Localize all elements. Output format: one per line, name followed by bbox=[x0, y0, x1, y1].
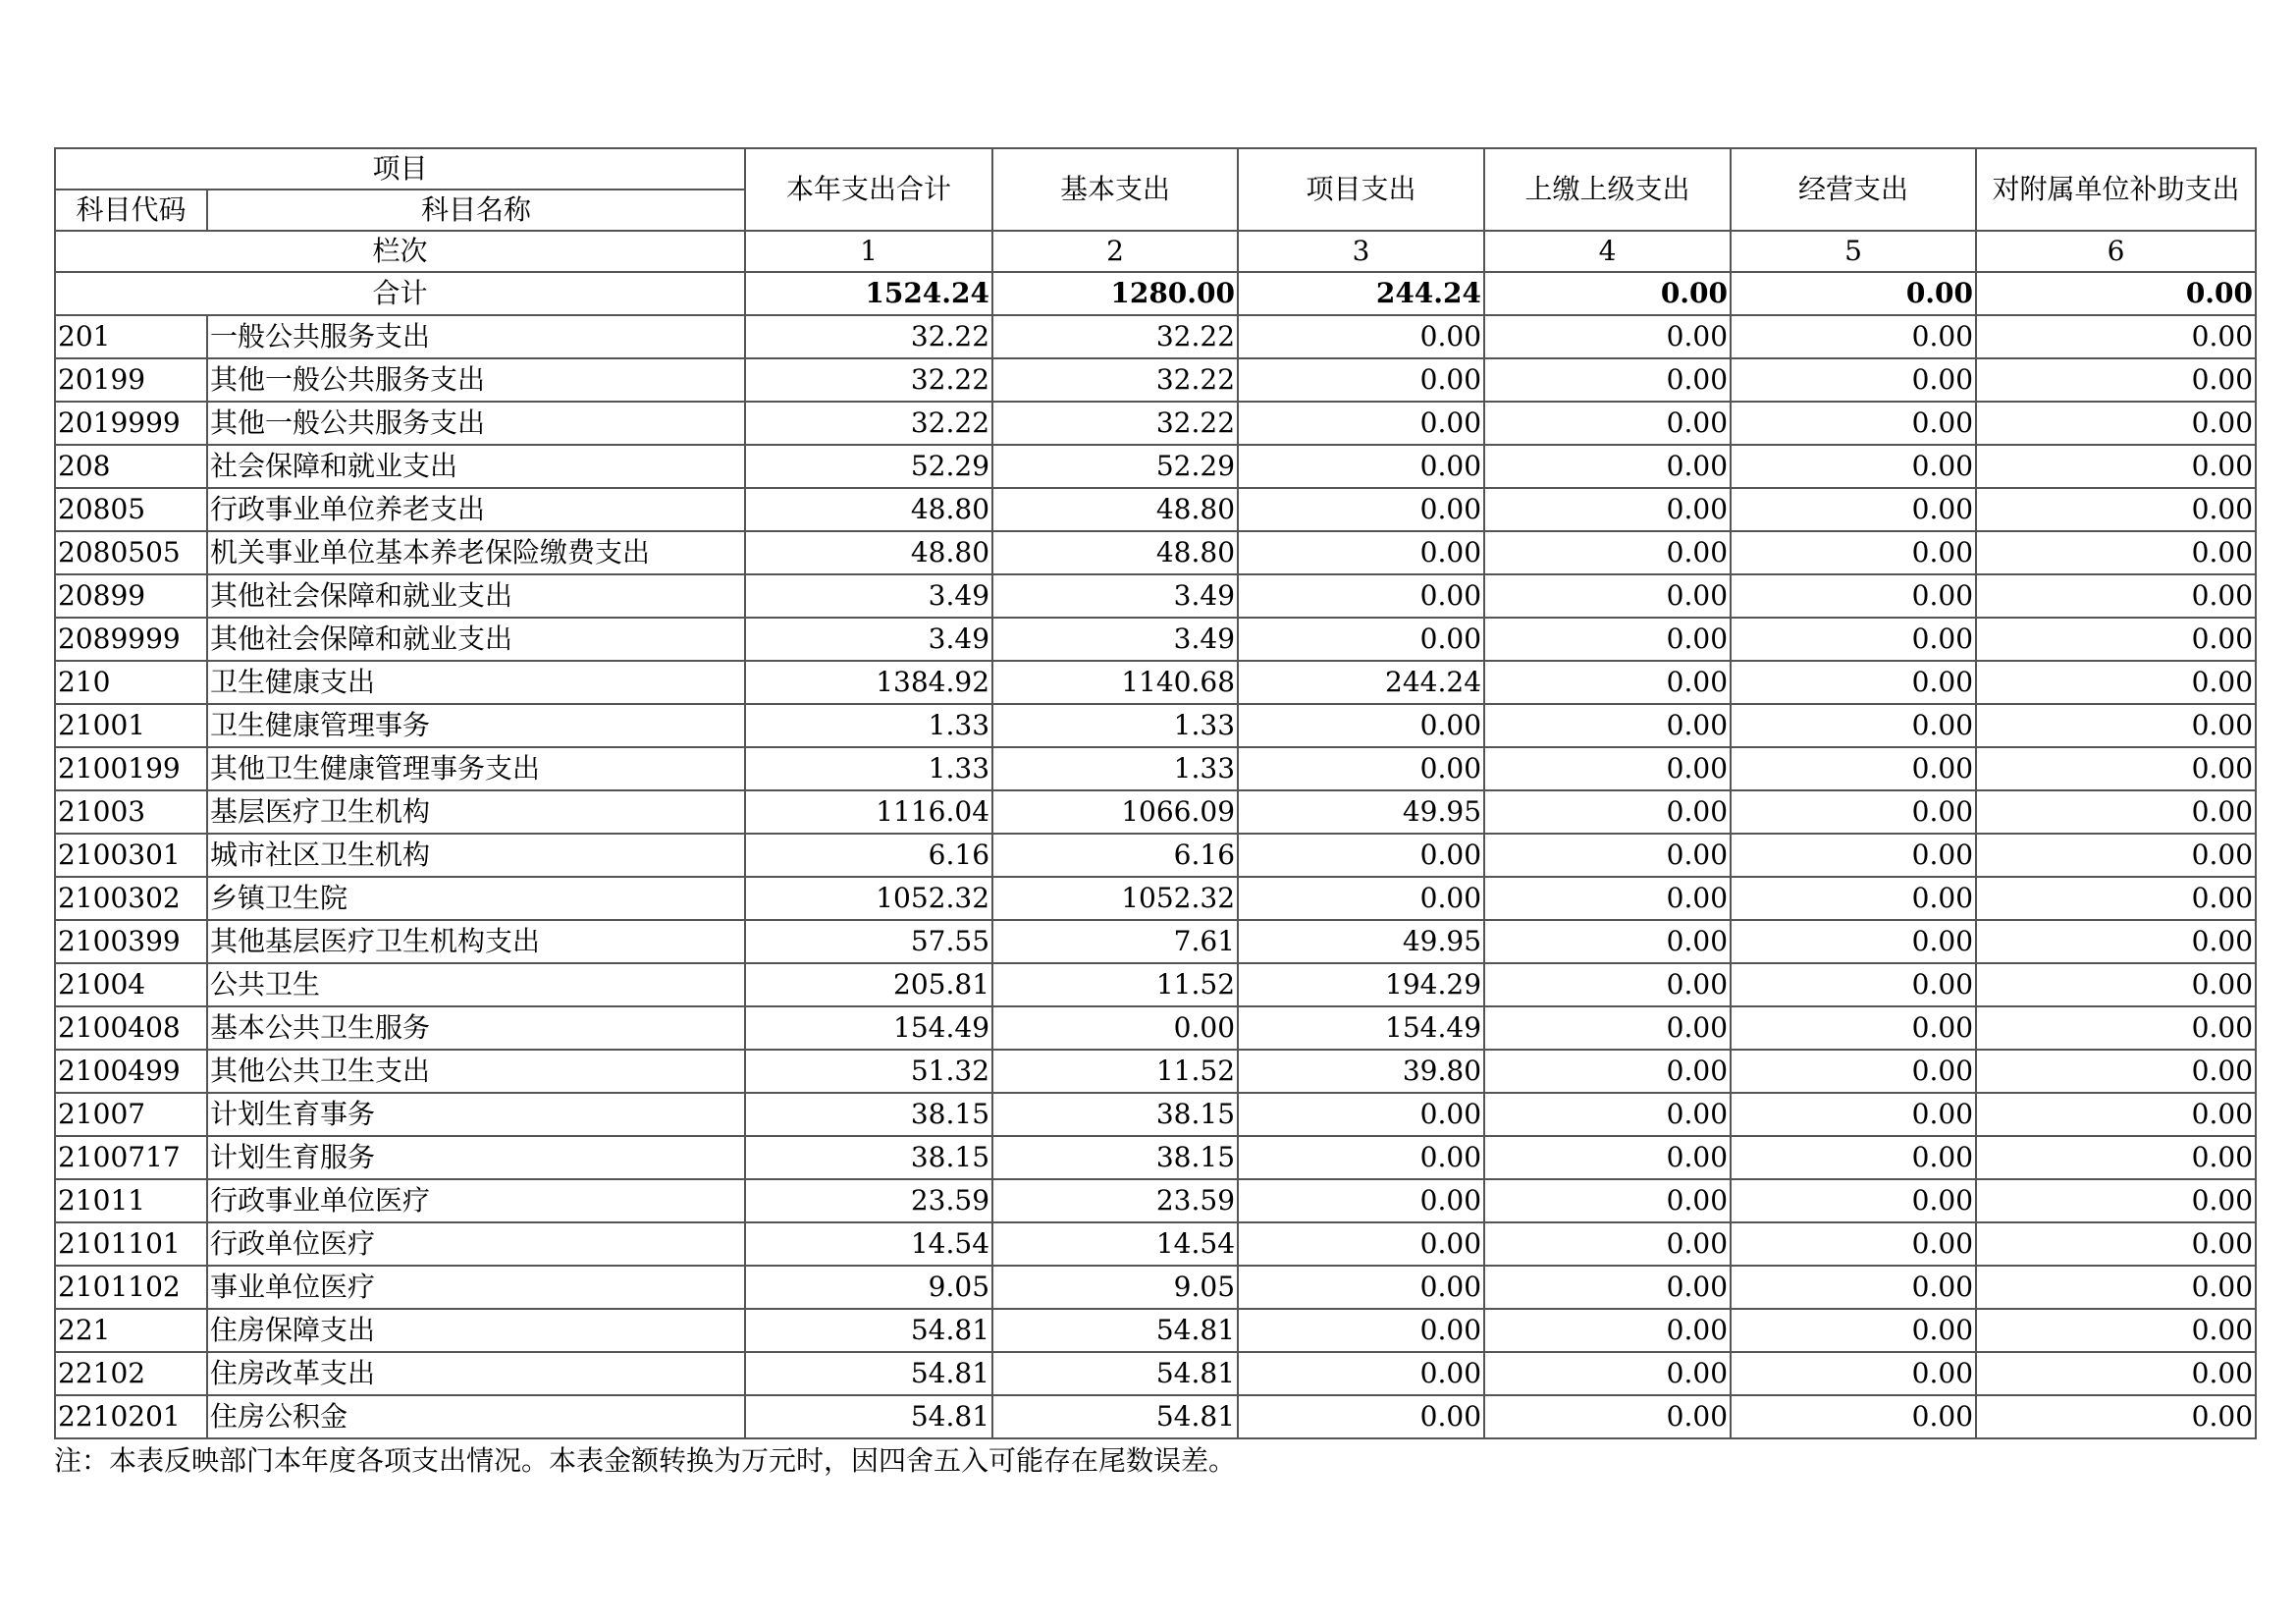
amount-cell: 0.00 bbox=[1484, 1222, 1731, 1266]
table-row bbox=[55, 920, 2256, 963]
subject-name: 其他一般公共服务支出 bbox=[207, 358, 745, 402]
amount-cell: 154.49 bbox=[745, 1006, 992, 1050]
amount-cell: 205.81 bbox=[745, 963, 992, 1006]
subject-code: 221 bbox=[55, 1309, 207, 1352]
amount-cell: 0.00 bbox=[1976, 1179, 2256, 1222]
subject-code: 2100199 bbox=[55, 747, 207, 790]
amount-cell: 32.22 bbox=[992, 315, 1238, 358]
subject-name: 乡镇卫生院 bbox=[207, 877, 745, 920]
amount-cell: 0.00 bbox=[1484, 1050, 1731, 1093]
amount-cell: 0.00 bbox=[1238, 834, 1484, 877]
amount-cell: 0.00 bbox=[1484, 747, 1731, 790]
table-row bbox=[55, 1222, 2256, 1266]
amount-cell: 0.00 bbox=[1484, 877, 1731, 920]
amount-cell: 3.49 bbox=[745, 618, 992, 661]
amount-cell: 0.00 bbox=[1484, 1093, 1731, 1136]
lanci-number: 5 bbox=[1731, 231, 1976, 272]
amount-cell: 0.00 bbox=[1976, 445, 2256, 488]
amount-cell: 0.00 bbox=[1976, 488, 2256, 531]
subject-code: 20805 bbox=[55, 488, 207, 531]
amount-cell: 0.00 bbox=[1731, 834, 1976, 877]
amount-cell: 14.54 bbox=[745, 1222, 992, 1266]
amount-cell: 49.95 bbox=[1238, 790, 1484, 834]
amount-cell: 0.00 bbox=[1238, 747, 1484, 790]
subject-code: 21001 bbox=[55, 704, 207, 747]
total-value: 0.00 bbox=[1484, 272, 1731, 315]
subject-name: 计划生育服务 bbox=[207, 1136, 745, 1179]
table-row bbox=[55, 531, 2256, 574]
table-row bbox=[55, 877, 2256, 920]
table-row bbox=[55, 834, 2256, 877]
amount-cell: 0.00 bbox=[1484, 1006, 1731, 1050]
amount-cell: 0.00 bbox=[1976, 1352, 2256, 1395]
amount-cell: 0.00 bbox=[1976, 661, 2256, 704]
amount-cell: 0.00 bbox=[1976, 358, 2256, 402]
amount-cell: 0.00 bbox=[1238, 1266, 1484, 1309]
table-row bbox=[55, 1050, 2256, 1093]
amount-cell: 23.59 bbox=[992, 1179, 1238, 1222]
subject-name: 卫生健康管理事务 bbox=[207, 704, 745, 747]
amount-cell: 0.00 bbox=[1484, 920, 1731, 963]
subject-name: 社会保障和就业支出 bbox=[207, 445, 745, 488]
lanci-number: 1 bbox=[745, 231, 992, 272]
amount-cell: 0.00 bbox=[1976, 790, 2256, 834]
lanci-number: 3 bbox=[1238, 231, 1484, 272]
amount-cell: 39.80 bbox=[1238, 1050, 1484, 1093]
amount-cell: 0.00 bbox=[1976, 1222, 2256, 1266]
subject-code: 20199 bbox=[55, 358, 207, 402]
amount-cell: 1384.92 bbox=[745, 661, 992, 704]
amount-cell: 0.00 bbox=[1484, 963, 1731, 1006]
header-col-6: 对附属单位补助支出 bbox=[1976, 148, 2256, 231]
amount-cell: 32.22 bbox=[745, 358, 992, 402]
amount-cell: 1066.09 bbox=[992, 790, 1238, 834]
table-row bbox=[55, 488, 2256, 531]
amount-cell: 52.29 bbox=[992, 445, 1238, 488]
amount-cell: 0.00 bbox=[1731, 704, 1976, 747]
amount-cell: 32.22 bbox=[745, 402, 992, 445]
amount-cell: 0.00 bbox=[1238, 574, 1484, 618]
amount-cell: 0.00 bbox=[1238, 445, 1484, 488]
amount-cell: 1052.32 bbox=[992, 877, 1238, 920]
amount-cell: 244.24 bbox=[1238, 661, 1484, 704]
amount-cell: 0.00 bbox=[1731, 661, 1976, 704]
amount-cell: 0.00 bbox=[1731, 747, 1976, 790]
amount-cell: 54.81 bbox=[992, 1309, 1238, 1352]
table-row bbox=[55, 574, 2256, 618]
amount-cell: 0.00 bbox=[1238, 1093, 1484, 1136]
amount-cell: 0.00 bbox=[1976, 1309, 2256, 1352]
subject-name: 住房保障支出 bbox=[207, 1309, 745, 1352]
table-row bbox=[55, 704, 2256, 747]
table-row bbox=[55, 1179, 2256, 1222]
subject-code: 2019999 bbox=[55, 402, 207, 445]
amount-cell: 9.05 bbox=[992, 1266, 1238, 1309]
amount-cell: 0.00 bbox=[1976, 402, 2256, 445]
header-row-top bbox=[55, 148, 2256, 189]
amount-cell: 0.00 bbox=[1731, 488, 1976, 531]
amount-cell: 54.81 bbox=[745, 1395, 992, 1438]
amount-cell: 0.00 bbox=[1731, 1093, 1976, 1136]
amount-cell: 0.00 bbox=[1484, 790, 1731, 834]
lanci-number: 6 bbox=[1976, 231, 2256, 272]
amount-cell: 1140.68 bbox=[992, 661, 1238, 704]
subject-code: 22102 bbox=[55, 1352, 207, 1395]
amount-cell: 38.15 bbox=[745, 1136, 992, 1179]
amount-cell: 0.00 bbox=[1731, 315, 1976, 358]
amount-cell: 0.00 bbox=[1731, 402, 1976, 445]
amount-cell: 154.49 bbox=[1238, 1006, 1484, 1050]
subject-code: 21004 bbox=[55, 963, 207, 1006]
subject-code: 2080505 bbox=[55, 531, 207, 574]
subject-code: 2100302 bbox=[55, 877, 207, 920]
amount-cell: 0.00 bbox=[1976, 1136, 2256, 1179]
subject-name: 其他社会保障和就业支出 bbox=[207, 618, 745, 661]
amount-cell: 0.00 bbox=[1238, 402, 1484, 445]
table-row bbox=[55, 618, 2256, 661]
amount-cell: 0.00 bbox=[1484, 1309, 1731, 1352]
amount-cell: 0.00 bbox=[1731, 790, 1976, 834]
amount-cell: 57.55 bbox=[745, 920, 992, 963]
subject-name: 计划生育事务 bbox=[207, 1093, 745, 1136]
amount-cell: 0.00 bbox=[1238, 531, 1484, 574]
subject-name: 机关事业单位基本养老保险缴费支出 bbox=[207, 531, 745, 574]
subject-name: 一般公共服务支出 bbox=[207, 315, 745, 358]
amount-cell: 0.00 bbox=[1238, 618, 1484, 661]
amount-cell: 1116.04 bbox=[745, 790, 992, 834]
amount-cell: 0.00 bbox=[1238, 1222, 1484, 1266]
amount-cell: 0.00 bbox=[1731, 1395, 1976, 1438]
amount-cell: 38.15 bbox=[745, 1093, 992, 1136]
subject-name: 其他公共卫生支出 bbox=[207, 1050, 745, 1093]
subject-name: 基本公共卫生服务 bbox=[207, 1006, 745, 1050]
amount-cell: 0.00 bbox=[1731, 1266, 1976, 1309]
subject-name: 城市社区卫生机构 bbox=[207, 834, 745, 877]
subject-name: 其他一般公共服务支出 bbox=[207, 402, 745, 445]
amount-cell: 0.00 bbox=[1484, 661, 1731, 704]
amount-cell: 54.81 bbox=[992, 1352, 1238, 1395]
amount-cell: 1.33 bbox=[745, 747, 992, 790]
amount-cell: 54.81 bbox=[745, 1352, 992, 1395]
amount-cell: 0.00 bbox=[1731, 963, 1976, 1006]
amount-cell: 54.81 bbox=[992, 1395, 1238, 1438]
amount-cell: 0.00 bbox=[1976, 704, 2256, 747]
amount-cell: 0.00 bbox=[1484, 531, 1731, 574]
amount-cell: 3.49 bbox=[745, 574, 992, 618]
amount-cell: 0.00 bbox=[1731, 618, 1976, 661]
lanci-number: 4 bbox=[1484, 231, 1731, 272]
amount-cell: 1.33 bbox=[745, 704, 992, 747]
amount-cell: 0.00 bbox=[1976, 920, 2256, 963]
total-value: 1524.24 bbox=[745, 272, 992, 315]
subject-name: 其他社会保障和就业支出 bbox=[207, 574, 745, 618]
subject-name: 其他卫生健康管理事务支出 bbox=[207, 747, 745, 790]
amount-cell: 48.80 bbox=[992, 488, 1238, 531]
total-value: 0.00 bbox=[1731, 272, 1976, 315]
table-row bbox=[55, 358, 2256, 402]
subject-code: 21011 bbox=[55, 1179, 207, 1222]
amount-cell: 0.00 bbox=[992, 1006, 1238, 1050]
amount-cell: 1.33 bbox=[992, 704, 1238, 747]
table-row bbox=[55, 1395, 2256, 1438]
amount-cell: 0.00 bbox=[1731, 1352, 1976, 1395]
amount-cell: 0.00 bbox=[1238, 1352, 1484, 1395]
amount-cell: 0.00 bbox=[1976, 618, 2256, 661]
table-row bbox=[55, 963, 2256, 1006]
amount-cell: 0.00 bbox=[1731, 920, 1976, 963]
amount-cell: 0.00 bbox=[1976, 834, 2256, 877]
amount-cell: 7.61 bbox=[992, 920, 1238, 963]
amount-cell: 0.00 bbox=[1731, 1179, 1976, 1222]
amount-cell: 49.95 bbox=[1238, 920, 1484, 963]
subject-code: 20899 bbox=[55, 574, 207, 618]
amount-cell: 0.00 bbox=[1238, 488, 1484, 531]
amount-cell: 0.00 bbox=[1484, 358, 1731, 402]
amount-cell: 32.22 bbox=[745, 315, 992, 358]
amount-cell: 0.00 bbox=[1484, 834, 1731, 877]
amount-cell: 11.52 bbox=[992, 1050, 1238, 1093]
subject-name: 卫生健康支出 bbox=[207, 661, 745, 704]
amount-cell: 0.00 bbox=[1484, 1179, 1731, 1222]
total-value: 1280.00 bbox=[992, 272, 1238, 315]
subject-code: 2100499 bbox=[55, 1050, 207, 1093]
subject-code: 21007 bbox=[55, 1093, 207, 1136]
subject-code: 21003 bbox=[55, 790, 207, 834]
table-row bbox=[55, 1309, 2256, 1352]
table-row bbox=[55, 1093, 2256, 1136]
total-value: 0.00 bbox=[1976, 272, 2256, 315]
amount-cell: 0.00 bbox=[1238, 315, 1484, 358]
amount-cell: 0.00 bbox=[1731, 877, 1976, 920]
amount-cell: 1052.32 bbox=[745, 877, 992, 920]
amount-cell: 48.80 bbox=[745, 488, 992, 531]
amount-cell: 0.00 bbox=[1238, 704, 1484, 747]
amount-cell: 0.00 bbox=[1238, 1136, 1484, 1179]
amount-cell: 0.00 bbox=[1731, 574, 1976, 618]
total-row bbox=[55, 272, 2256, 315]
subject-code: 2101101 bbox=[55, 1222, 207, 1266]
subject-name: 基层医疗卫生机构 bbox=[207, 790, 745, 834]
amount-cell: 48.80 bbox=[745, 531, 992, 574]
footnote: 注：本表反映部门本年度各项支出情况。本表金额转换为万元时，因四舍五入可能存在尾数误差。 bbox=[54, 1444, 1237, 1477]
amount-cell: 0.00 bbox=[1731, 1136, 1976, 1179]
table-row bbox=[55, 1136, 2256, 1179]
amount-cell: 14.54 bbox=[992, 1222, 1238, 1266]
amount-cell: 0.00 bbox=[1976, 1093, 2256, 1136]
amount-cell: 32.22 bbox=[992, 402, 1238, 445]
table-row bbox=[55, 315, 2256, 358]
subject-name: 其他基层医疗卫生机构支出 bbox=[207, 920, 745, 963]
amount-cell: 0.00 bbox=[1731, 1050, 1976, 1093]
amount-cell: 38.15 bbox=[992, 1093, 1238, 1136]
expenditure-table bbox=[54, 147, 2257, 1439]
amount-cell: 48.80 bbox=[992, 531, 1238, 574]
amount-cell: 0.00 bbox=[1976, 1050, 2256, 1093]
subject-code: 2100408 bbox=[55, 1006, 207, 1050]
amount-cell: 0.00 bbox=[1976, 747, 2256, 790]
lanci-label: 栏次 bbox=[55, 231, 745, 272]
amount-cell: 0.00 bbox=[1484, 1352, 1731, 1395]
amount-cell: 0.00 bbox=[1731, 1006, 1976, 1050]
subject-code: 2089999 bbox=[55, 618, 207, 661]
subject-code: 2101102 bbox=[55, 1266, 207, 1309]
header-col-5: 经营支出 bbox=[1731, 148, 1976, 231]
subject-code: 2100717 bbox=[55, 1136, 207, 1179]
amount-cell: 0.00 bbox=[1976, 1395, 2256, 1438]
amount-cell: 9.05 bbox=[745, 1266, 992, 1309]
amount-cell: 38.15 bbox=[992, 1136, 1238, 1179]
amount-cell: 0.00 bbox=[1731, 358, 1976, 402]
amount-cell: 0.00 bbox=[1484, 574, 1731, 618]
amount-cell: 0.00 bbox=[1238, 1309, 1484, 1352]
amount-cell: 0.00 bbox=[1484, 1395, 1731, 1438]
header-col-1: 本年支出合计 bbox=[745, 148, 992, 231]
subject-name: 事业单位医疗 bbox=[207, 1266, 745, 1309]
table-row bbox=[55, 790, 2256, 834]
header-item: 项目 bbox=[55, 148, 745, 189]
subject-code: 210 bbox=[55, 661, 207, 704]
amount-cell: 0.00 bbox=[1484, 1266, 1731, 1309]
header-code: 科目代码 bbox=[55, 189, 207, 231]
subject-name: 行政单位医疗 bbox=[207, 1222, 745, 1266]
amount-cell: 23.59 bbox=[745, 1179, 992, 1222]
header-name: 科目名称 bbox=[207, 189, 745, 231]
amount-cell: 0.00 bbox=[1238, 1395, 1484, 1438]
subject-code: 201 bbox=[55, 315, 207, 358]
subject-name: 住房公积金 bbox=[207, 1395, 745, 1438]
amount-cell: 0.00 bbox=[1238, 1179, 1484, 1222]
subject-name: 行政事业单位医疗 bbox=[207, 1179, 745, 1222]
amount-cell: 0.00 bbox=[1238, 877, 1484, 920]
lanci-row bbox=[55, 231, 2256, 272]
table-row bbox=[55, 1352, 2256, 1395]
amount-cell: 0.00 bbox=[1484, 1136, 1731, 1179]
subject-code: 2100301 bbox=[55, 834, 207, 877]
amount-cell: 0.00 bbox=[1976, 963, 2256, 1006]
amount-cell: 0.00 bbox=[1238, 358, 1484, 402]
subject-name: 公共卫生 bbox=[207, 963, 745, 1006]
table-row bbox=[55, 1006, 2256, 1050]
amount-cell: 51.32 bbox=[745, 1050, 992, 1093]
amount-cell: 0.00 bbox=[1484, 488, 1731, 531]
amount-cell: 194.29 bbox=[1238, 963, 1484, 1006]
amount-cell: 0.00 bbox=[1976, 877, 2256, 920]
amount-cell: 0.00 bbox=[1976, 574, 2256, 618]
amount-cell: 0.00 bbox=[1976, 531, 2256, 574]
total-label: 合计 bbox=[55, 272, 745, 315]
header-col-2: 基本支出 bbox=[992, 148, 1238, 231]
subject-code: 2210201 bbox=[55, 1395, 207, 1438]
amount-cell: 6.16 bbox=[992, 834, 1238, 877]
amount-cell: 0.00 bbox=[1484, 402, 1731, 445]
table-row bbox=[55, 402, 2256, 445]
amount-cell: 0.00 bbox=[1484, 315, 1731, 358]
table-row bbox=[55, 445, 2256, 488]
amount-cell: 11.52 bbox=[992, 963, 1238, 1006]
subject-code: 2100399 bbox=[55, 920, 207, 963]
amount-cell: 0.00 bbox=[1976, 1266, 2256, 1309]
amount-cell: 0.00 bbox=[1976, 1006, 2256, 1050]
table-row bbox=[55, 661, 2256, 704]
total-value: 244.24 bbox=[1238, 272, 1484, 315]
amount-cell: 6.16 bbox=[745, 834, 992, 877]
lanci-number: 2 bbox=[992, 231, 1238, 272]
amount-cell: 54.81 bbox=[745, 1309, 992, 1352]
subject-name: 住房改革支出 bbox=[207, 1352, 745, 1395]
table-row bbox=[55, 1266, 2256, 1309]
amount-cell: 0.00 bbox=[1731, 531, 1976, 574]
subject-code: 208 bbox=[55, 445, 207, 488]
amount-cell: 0.00 bbox=[1976, 315, 2256, 358]
amount-cell: 0.00 bbox=[1731, 445, 1976, 488]
amount-cell: 1.33 bbox=[992, 747, 1238, 790]
amount-cell: 52.29 bbox=[745, 445, 992, 488]
amount-cell: 0.00 bbox=[1484, 445, 1731, 488]
amount-cell: 0.00 bbox=[1731, 1222, 1976, 1266]
header-col-3: 项目支出 bbox=[1238, 148, 1484, 231]
amount-cell: 32.22 bbox=[992, 358, 1238, 402]
header-col-4: 上缴上级支出 bbox=[1484, 148, 1731, 231]
amount-cell: 0.00 bbox=[1484, 618, 1731, 661]
subject-name: 行政事业单位养老支出 bbox=[207, 488, 745, 531]
amount-cell: 0.00 bbox=[1731, 1309, 1976, 1352]
table-row bbox=[55, 747, 2256, 790]
amount-cell: 3.49 bbox=[992, 574, 1238, 618]
amount-cell: 3.49 bbox=[992, 618, 1238, 661]
amount-cell: 0.00 bbox=[1484, 704, 1731, 747]
